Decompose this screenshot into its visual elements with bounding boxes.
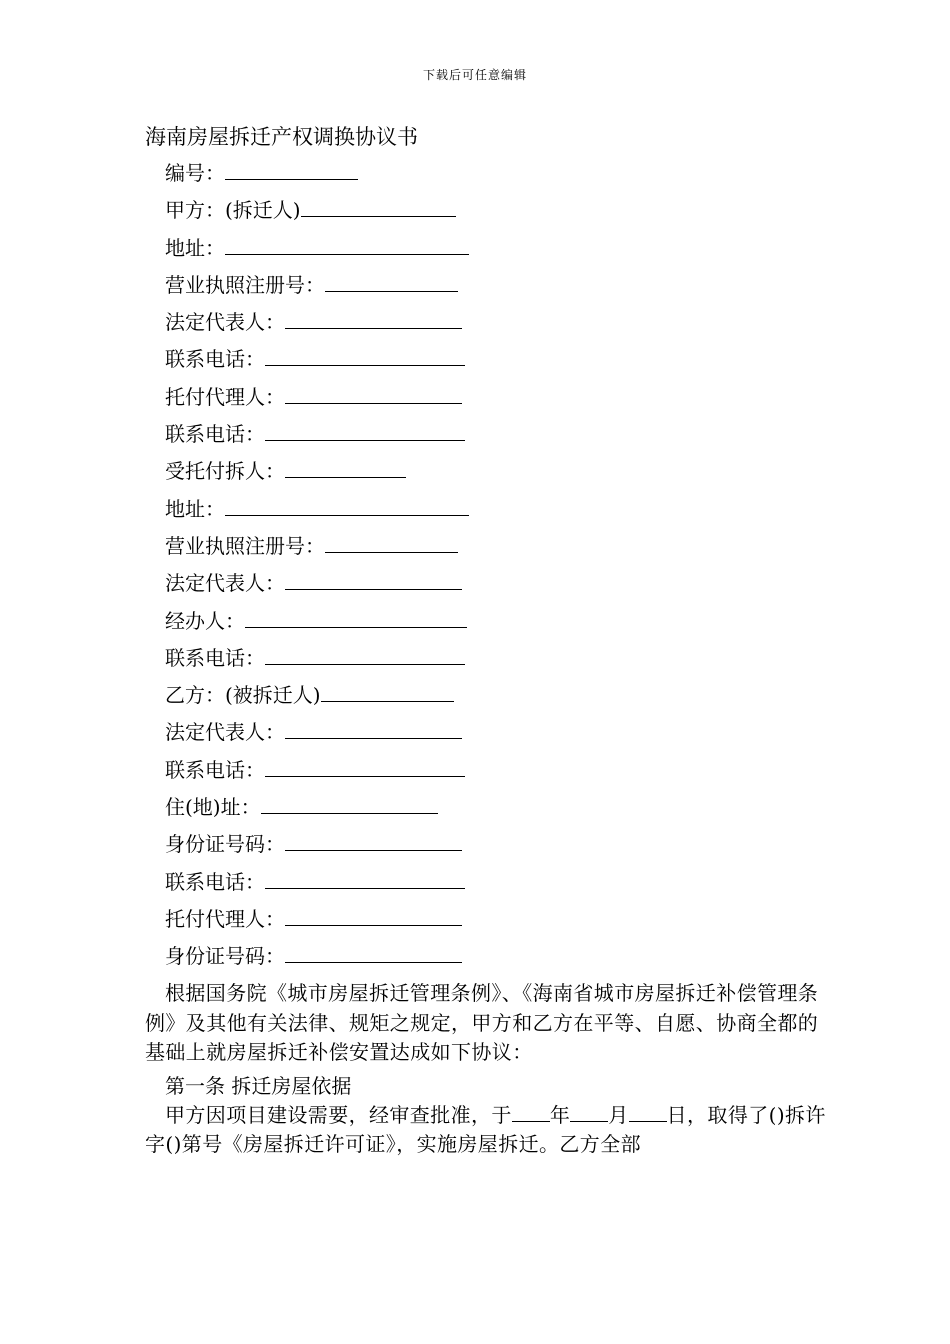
document-title: 海南房屋拆迁产权调换协议书: [145, 125, 418, 149]
field-label: 经办人：: [165, 608, 245, 633]
field-label: 乙方：(被拆迁人): [165, 683, 321, 708]
field-label: 编号：: [165, 161, 225, 185]
form-field-row: [165, 232, 469, 269]
form-field-row: [165, 343, 469, 380]
article-1-text-end: 日，取得了()拆许字()第号《房屋拆迁许可证》，实施房屋拆迁。乙方全部: [145, 1102, 826, 1156]
form-field-row: [165, 269, 469, 306]
month-blank: [570, 1101, 608, 1122]
field-blank-line: [265, 418, 465, 441]
field-label: 法定代表人：: [165, 720, 285, 745]
agreement-body: [145, 979, 835, 1160]
field-blank-line: [265, 642, 465, 665]
field-blank-line: [285, 455, 406, 478]
field-blank-line: [225, 157, 358, 180]
preamble-paragraph: 根据国务院《城市房屋拆迁管理条例》、《海南省城市房屋拆迁补偿管理条例》及其他有关法律、规矩之规定，甲方和乙方在平等、自愿、协商全都的基础上就房屋拆迁补偿安置达成如下协议：: [145, 981, 819, 1064]
field-blank-line: [285, 828, 462, 851]
field-blank-line: [285, 306, 462, 329]
field-label: 法定代表人：: [165, 310, 285, 335]
field-blank-line: [325, 530, 458, 553]
field-label: 托付代理人：: [165, 906, 285, 931]
field-label: 法定代表人：: [165, 571, 285, 596]
field-blank-line: [225, 493, 469, 516]
article-1-paragraph: [145, 1101, 835, 1160]
form-field-row: [165, 679, 469, 716]
form-field-row: [165, 828, 469, 865]
field-blank-line: [285, 567, 462, 590]
field-label: 联系电话：: [165, 757, 265, 782]
form-fields: [165, 157, 469, 978]
field-blank-line: [285, 716, 462, 739]
field-label: 联系电话：: [165, 645, 265, 670]
field-blank-line: [265, 754, 465, 777]
field-label: 甲方：(拆迁人): [165, 198, 301, 223]
form-field-row: [165, 791, 469, 828]
field-label: 联系电话：: [165, 347, 265, 372]
form-field-row: [165, 306, 469, 343]
year-label: 年: [549, 1102, 571, 1127]
field-blank-line: [285, 940, 462, 963]
field-blank-line: [285, 381, 462, 404]
form-field-row: [165, 157, 469, 194]
form-field-row: [165, 455, 469, 492]
field-blank-line: [265, 866, 465, 889]
field-blank-line: [285, 903, 462, 926]
form-field-row: [165, 194, 469, 231]
form-field-row: [165, 754, 469, 791]
form-field-row: [165, 716, 469, 753]
day-blank: [629, 1101, 667, 1122]
field-blank-line: [225, 232, 469, 255]
field-blank-line: [321, 679, 454, 702]
form-field-row: [165, 940, 469, 977]
year-blank: [512, 1101, 550, 1122]
form-field-row: [165, 530, 469, 567]
form-field-row: [165, 903, 469, 940]
field-blank-line: [245, 605, 467, 628]
article-1-title: 第一条 拆迁房屋依据: [165, 1073, 352, 1098]
field-label: 受托付拆人：: [165, 459, 285, 484]
field-label: 身份证号码：: [165, 944, 285, 969]
field-label: 联系电话：: [165, 422, 265, 447]
form-field-row: [165, 605, 469, 642]
field-blank-line: [301, 194, 456, 217]
month-label: 月: [608, 1102, 629, 1127]
field-label: 地址：: [165, 496, 225, 521]
form-field-row: [165, 381, 469, 418]
field-blank-line: [261, 791, 438, 814]
form-field-row: [165, 418, 469, 455]
field-label: 托付代理人：: [165, 384, 285, 409]
form-field-row: [165, 642, 469, 679]
field-blank-line: [325, 269, 458, 292]
article-1-text-start: 甲方因项目建设需要，经审查批准，于: [165, 1102, 512, 1127]
field-blank-line: [265, 343, 465, 366]
form-field-row: [165, 567, 469, 604]
field-label: 地址：: [165, 235, 225, 260]
field-label: 营业执照注册号：: [165, 272, 325, 297]
field-label: 营业执照注册号：: [165, 533, 325, 558]
field-label: 身份证号码：: [165, 832, 285, 857]
field-label: 联系电话：: [165, 869, 265, 894]
header-note: 下载后可任意编辑: [422, 68, 527, 82]
field-label: 住(地)址：: [165, 795, 261, 820]
form-field-row: [165, 493, 469, 530]
form-field-row: [165, 866, 469, 903]
